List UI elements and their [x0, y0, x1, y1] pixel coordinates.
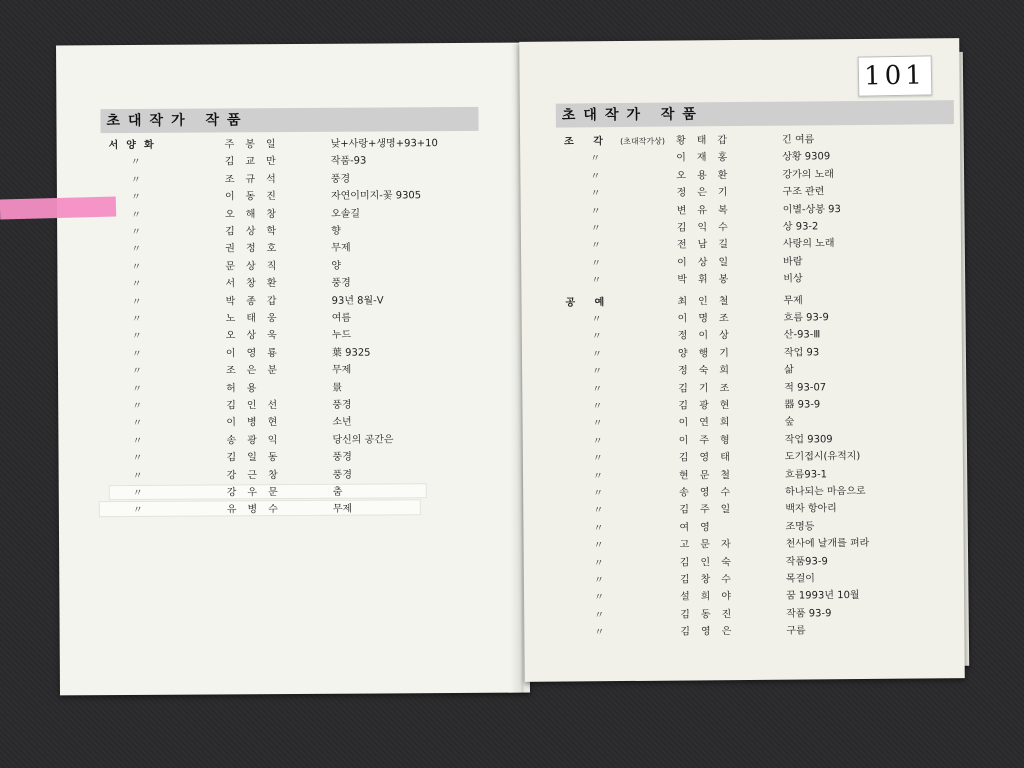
left-page-heading: 초대작가 작품 [100, 107, 478, 133]
artist-name: 문상직 [225, 260, 288, 273]
ditto-mark: 〃 [593, 523, 604, 535]
artwork-title: 소년 [332, 417, 352, 429]
ditto-mark: 〃 [594, 627, 605, 639]
ditto-mark: 〃 [590, 223, 601, 235]
artwork-title: 흐름 93-9 [783, 312, 829, 324]
artist-name: 김동진 [680, 608, 743, 621]
artwork-title: 상황 9309 [782, 151, 831, 164]
ditto-mark: 〃 [132, 418, 143, 430]
artwork-title: 조명등 [785, 521, 815, 533]
category-label: 공 예 [565, 296, 613, 309]
ditto-mark: 〃 [130, 192, 141, 204]
ditto-mark: 〃 [131, 209, 142, 221]
ditto-mark: 〃 [592, 470, 604, 482]
artwork-title: 사랑의 노래 [782, 238, 835, 251]
artwork-title: 도기접시(유적지) [784, 451, 861, 463]
ditto-mark: 〃 [591, 331, 602, 343]
category-label: 서양화 [108, 139, 162, 152]
ditto-mark: 〃 [592, 418, 603, 430]
ditto-mark: 〃 [592, 383, 603, 395]
artist-name: 유병수 [226, 504, 289, 516]
artwork-title: 상 93-2 [782, 221, 819, 233]
ditto-mark: 〃 [131, 296, 142, 308]
artwork-title: 천사에 날개를 펴라 [785, 538, 870, 550]
artwork-title: 낮+사랑+생명+93+10 [330, 138, 438, 150]
artist-name: 이상일 [677, 256, 740, 269]
list-item [521, 269, 961, 290]
artwork-title: 작품93-9 [785, 555, 828, 568]
list-item [59, 500, 529, 520]
ditto-mark: 〃 [593, 540, 604, 552]
artist-name: 정이상 [677, 330, 740, 342]
ditto-mark: 〃 [131, 261, 142, 273]
artist-name: 최인철 [677, 295, 740, 308]
artwork-title: 이별-상봉 93 [782, 203, 841, 216]
artist-name: 이영룡 [225, 347, 288, 360]
right-page-heading: 초대작가 작품 [556, 100, 954, 127]
ditto-mark: 〃 [594, 592, 605, 604]
artwork-title: 적 93-07 [784, 381, 827, 394]
artwork-title: 작업 9309 [784, 434, 833, 446]
ditto-mark: 〃 [132, 487, 143, 499]
ditto-mark: 〃 [593, 505, 604, 517]
artwork-title: 작품-93 [330, 155, 367, 168]
artwork-title: 향 [331, 225, 341, 237]
artwork-title: 무제 [331, 243, 351, 255]
artist-name: 오해창 [225, 208, 288, 221]
artwork-title: 꿈 1993년 10월 [786, 590, 860, 603]
artwork-title: 바람 [783, 256, 803, 268]
artwork-title: 백자 항아리 [785, 503, 837, 516]
ditto-mark: 〃 [132, 435, 143, 447]
ditto-mark: 〃 [130, 157, 141, 169]
ditto-mark: 〃 [591, 258, 602, 270]
ditto-mark: 〃 [592, 401, 603, 413]
artwork-title: 흐름93-1 [784, 468, 828, 481]
artwork-title: 당신의 공간은 [332, 434, 394, 446]
artwork-title: 구조 관련 [782, 186, 825, 198]
artist-name: 김영은 [680, 626, 743, 638]
artwork-title: 작업 93 [783, 347, 820, 359]
artwork-title: 무제 [332, 504, 353, 516]
artwork-title: 무제 [783, 295, 803, 307]
ditto-mark: 〃 [593, 575, 604, 587]
artist-name: 서창환 [225, 278, 288, 290]
artist-name: 이주형 [678, 434, 741, 447]
ditto-mark: 〃 [132, 400, 143, 412]
artist-name: 김주일 [679, 504, 742, 516]
right-page [519, 38, 965, 682]
artwork-title: 풍경 [332, 451, 352, 463]
artwork-title: 풍경 [332, 399, 352, 411]
ditto-mark: 〃 [131, 279, 142, 291]
artist-name: 허용 [226, 382, 268, 395]
artwork-title: 무제 [331, 364, 352, 376]
artwork-title: 93년 8월-Ⅴ [331, 295, 384, 307]
artwork-title: 강가의 노래 [782, 168, 834, 181]
list-item [524, 621, 964, 642]
artwork-title: 긴 여름 [782, 134, 815, 146]
ditto-mark: 〃 [132, 470, 143, 482]
artist-name: 양행기 [677, 347, 740, 360]
artist-name: 여영 [679, 521, 721, 534]
artist-name: 김교만 [224, 156, 287, 168]
pink-index-tab [0, 196, 116, 219]
artist-name: 김광현 [678, 400, 741, 412]
ditto-mark: 〃 [590, 171, 601, 183]
ditto-mark: 〃 [590, 188, 601, 200]
artist-name: 설희야 [680, 591, 743, 603]
artwork-title: 풍경 [330, 173, 351, 185]
ditto-mark: 〃 [594, 610, 605, 622]
ditto-mark: 〃 [132, 453, 143, 465]
artist-name: 이명조 [677, 313, 740, 325]
artwork-title: 양 [331, 260, 342, 272]
artwork-title: 구름 [786, 625, 806, 637]
page-number-sticker: 101 [858, 55, 933, 96]
artist-name: 조규석 [224, 173, 287, 186]
ditto-mark: 〃 [590, 205, 601, 217]
ditto-mark: 〃 [592, 366, 603, 378]
artist-name: 황태갑 [676, 135, 739, 147]
artwork-title: 葉 9325 [331, 347, 371, 359]
artist-name: 변유복 [676, 204, 739, 217]
artist-name: 현문철 [678, 469, 742, 482]
artwork-title: 풍경 [331, 277, 351, 289]
artwork-title: 목걸이 [785, 573, 815, 585]
artist-name: 노태웅 [225, 313, 288, 325]
ditto-mark: 〃 [591, 349, 602, 361]
ditto-mark: 〃 [593, 557, 604, 569]
ditto-mark: 〃 [592, 436, 603, 448]
artist-name: 송광익 [226, 434, 289, 447]
artist-name: 주봉일 [224, 139, 287, 151]
artist-name: 김상학 [225, 226, 288, 238]
ditto-mark: 〃 [590, 153, 601, 165]
artist-name: 김익수 [676, 222, 739, 234]
artist-name: 김인숙 [679, 556, 742, 569]
artist-name: 정숙희 [678, 365, 741, 377]
artwork-title: 풍경 [332, 469, 353, 481]
artist-name: 강우문 [226, 487, 289, 499]
ditto-mark: 〃 [592, 453, 603, 465]
artwork-title: 숲 [784, 416, 795, 429]
ditto-mark: 〃 [131, 244, 142, 256]
artwork-title: 산-93-Ⅲ [783, 329, 821, 342]
ditto-mark: 〃 [131, 226, 142, 238]
artwork-title: 작품 93-9 [786, 608, 832, 620]
ditto-mark: 〃 [130, 174, 141, 186]
artist-name: 강근창 [226, 469, 289, 482]
ditto-mark: 〃 [131, 331, 142, 343]
artist-name: 김영태 [678, 452, 741, 464]
artist-name: 김인선 [226, 400, 289, 412]
artist-name: 이연희 [678, 417, 741, 429]
ditto-mark: 〃 [131, 313, 142, 325]
artist-name: 김일동 [226, 452, 289, 464]
artwork-title: 삶 [784, 364, 794, 376]
artwork-title: 누드 [331, 330, 352, 342]
left-page [56, 43, 530, 696]
artwork-title: 자연이미지-꽃 9305 [330, 190, 422, 202]
artist-name: 전남길 [676, 239, 740, 251]
artist-name: 권정호 [225, 243, 288, 255]
ditto-mark: 〃 [131, 366, 143, 378]
artwork-title: 여름 [331, 312, 352, 324]
artist-name: 박종갑 [225, 295, 288, 308]
artist-name: 이병현 [226, 417, 289, 429]
artwork-title: 춤 [332, 486, 343, 498]
artwork-title: 하나되는 마음으로 [785, 485, 866, 498]
artwork-title: 비상 [783, 273, 803, 285]
ditto-mark: 〃 [593, 488, 604, 500]
artwork-title: 景 [332, 382, 343, 394]
artist-name: 오용환 [676, 169, 739, 182]
artist-name: 조은분 [225, 365, 289, 377]
artist-name: 오상욱 [225, 330, 288, 342]
artist-name: 이동진 [224, 191, 287, 203]
artwork-title: 器 93-9 [784, 399, 821, 411]
artist-name: 김기조 [678, 382, 741, 395]
ditto-mark: 〃 [591, 275, 602, 287]
artist-name: 박휘봉 [677, 274, 740, 286]
artist-name: 송영수 [679, 487, 742, 499]
artist-name: 이재홍 [676, 152, 739, 164]
award-note: (초대작가상) [620, 136, 666, 147]
artwork-title: 오솔길 [331, 208, 361, 220]
category-label: 조 각 [564, 136, 611, 148]
artist-name: 고문자 [679, 539, 742, 551]
ditto-mark: 〃 [591, 314, 602, 326]
ditto-mark: 〃 [132, 505, 143, 517]
artist-name: 김창수 [679, 574, 742, 586]
ditto-mark: 〃 [131, 348, 142, 360]
artist-name: 정은기 [676, 187, 739, 199]
ditto-mark: 〃 [132, 383, 143, 395]
ditto-mark: 〃 [590, 240, 602, 252]
